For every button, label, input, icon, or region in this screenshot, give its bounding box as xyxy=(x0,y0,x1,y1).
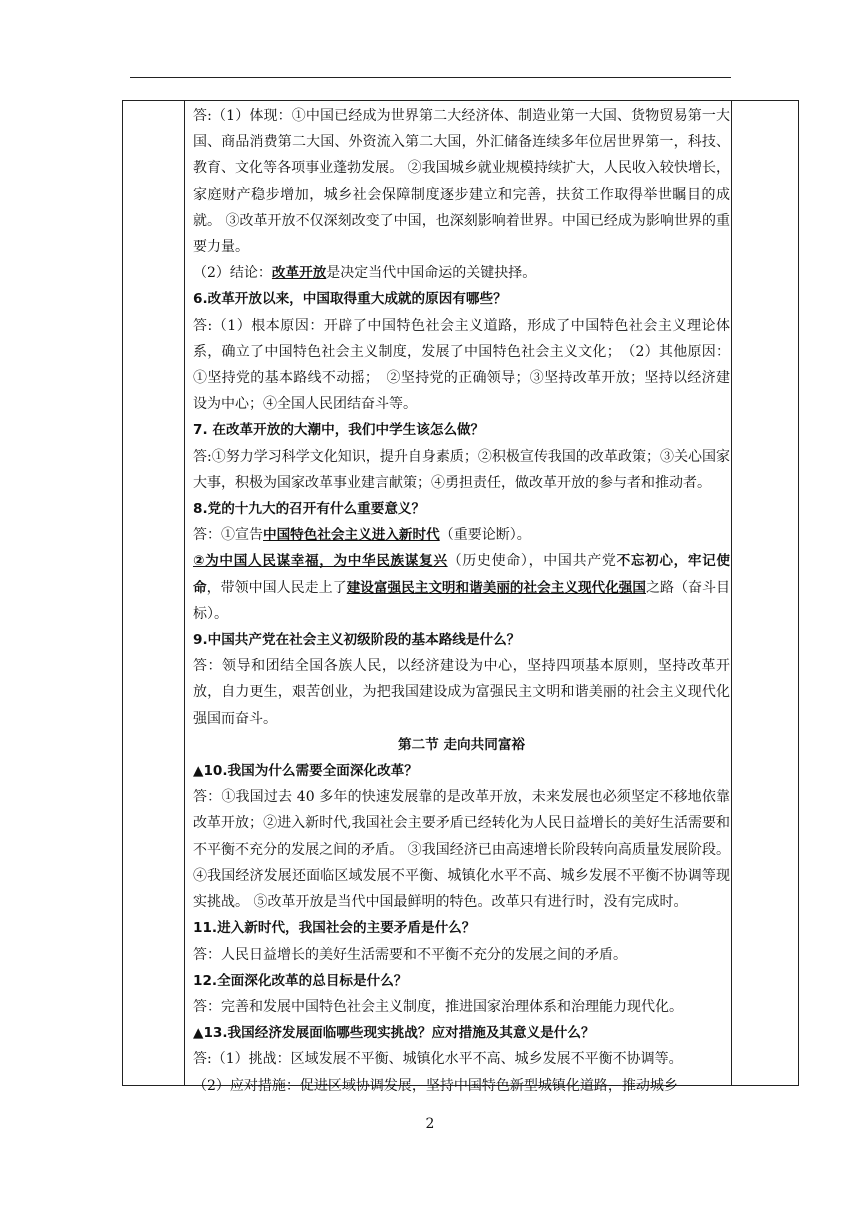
answer-5-part2 xyxy=(193,260,730,286)
answer-9: 答：领导和团结全国各族人民，以经济建设为中心，坚持四项基本原则，坚持改革开放，自力更生，艰苦创业，为把我国建设成为富强民主文明和谐美丽的社会主义现代化强国而奋斗。 xyxy=(193,658,730,727)
answer-8-bold-phrase: 不忘初心，牢记使命 xyxy=(193,553,731,596)
answer-5-conclusion-label: （2）结论： xyxy=(193,265,272,282)
column-divider-left xyxy=(184,101,185,1085)
answer-8-text-1: （历史使命），中国共产党 xyxy=(447,553,617,570)
answer-8-note-1: （重要论断）。 xyxy=(439,527,531,544)
answer-8-prefix: 答：①宣告 xyxy=(193,527,263,544)
answer-8-keyword-1: 中国特色社会主义进入新时代 xyxy=(263,527,440,544)
answer-7: 答:①努力学习科学文化知识，提升自身素质；②积极宣传我国的改革政策；③关心国家大事，积极为国家改革事业建言献策；④勇担责任，做改革开放的参与者和推动者。 xyxy=(193,448,730,491)
page-number: 2 xyxy=(425,1116,435,1132)
question-6: 6.改革开放以来，中国取得重大成就的原因有哪些？ xyxy=(193,291,507,308)
answer-10: 答：①我国过去 40 多年的快速发展靠的是改革开放，未来发展也必须坚定不移地依靠改革开放；②进入新时代,我国社会主要矛盾已经转化为人民日益增长的美好生活需要和不平衡不充分的发展之间的矛盾。 ③我国经济已由高速增长阶段转向高质量发展阶段。 ④我国经济发展还面临区域发展不平衡、城镇化水平不高、城乡发展不平衡不协调等现实挑战。 ⑤改革开放是当代中国最鲜明的特色。改革只有进行时，没有完成时。 xyxy=(193,789,730,911)
answer-8-keyword-2: ②为中国人民谋幸福，为中华民族谋复兴 xyxy=(193,553,448,570)
answer-13-part2: （2）应对措施：促进区域协调发展，坚持中国特色新型城镇化道路，推动城乡 xyxy=(193,1077,678,1094)
answer-8-part1 xyxy=(193,522,730,548)
answer-13-part1: 答:（1）挑战：区域发展不平衡、城镇化水平不高、城乡发展不平衡不协调等。 xyxy=(193,1051,683,1068)
question-11: 11.进入新时代，我国社会的主要矛盾是什么？ xyxy=(193,920,476,937)
section-heading: 第二节 走向共同富裕 xyxy=(397,736,526,753)
answer-8-text-2: ，带领中国人民走上了 xyxy=(206,579,347,596)
answer-12: 答：完善和发展中国特色社会主义制度，推进国家治理体系和治理能力现代化。 xyxy=(193,998,683,1015)
question-12: 12.全面深化改革的总目标是什么？ xyxy=(193,972,408,989)
content-cell xyxy=(193,103,730,1099)
column-divider-right xyxy=(731,101,732,1085)
answer-5-keyword: 改革开放 xyxy=(271,265,327,282)
answer-11: 答：人民日益增长的美好生活需要和不平衡不充分的发展之间的矛盾。 xyxy=(193,946,627,963)
question-13: ▲13.我国经济发展面临哪些现实挑战？应对措施及其意义是什么？ xyxy=(193,1025,595,1042)
question-8: 8.党的十九大的召开有什么重要意义？ xyxy=(193,501,426,518)
answer-5-part1: 答:（1）体现：①中国已经成为世界第二大经济体、制造业第一大国、货物贸易第一大国、商品消费第二大国、外资流入第二大国，外汇储备连续多年位居世界第一，科技、教育、文化等各项事业蓬勃发展。 ②我国城乡就业规模持续扩大，人民收入较快增长，家庭财产稳步增加，城乡社会保障制度逐步建立和完善，扶贫工作取得举世瞩目的成就。 ③改革开放不仅深刻改变了中国，也深刻影响着世界。中国已经成为影响世界的重要力量。 xyxy=(193,108,730,256)
header-rule xyxy=(130,77,731,78)
answer-8-part2 xyxy=(193,548,730,627)
question-10: ▲10.我国为什么需要全面深化改革？ xyxy=(193,763,418,780)
question-7: 7. 在改革开放的大潮中，我们中学生该怎么做？ xyxy=(193,422,485,439)
answer-6: 答:（1）根本原因：开辟了中国特色社会主义道路，形成了中国特色社会主义理论体系，确立了中国特色社会主义制度，发展了中国特色社会主义文化； （2）其他原因：①坚持党的基本路线不动摇； ②坚持党的正确领导；③坚持改革开放；坚持以经济建设为中心；④全国人民团结奋斗等。 xyxy=(193,317,730,413)
answer-8-text-3: 之路（奋斗目标）。 xyxy=(193,579,731,622)
question-9: 9.中国共产党在社会主义初级阶段的基本路线是什么？ xyxy=(193,632,521,649)
answer-5-conclusion-text: 是决定当代中国命运的关键抉择。 xyxy=(326,265,537,282)
answer-8-keyword-3: 建设富强民主文明和谐美丽的社会主义现代化强国 xyxy=(346,579,646,596)
